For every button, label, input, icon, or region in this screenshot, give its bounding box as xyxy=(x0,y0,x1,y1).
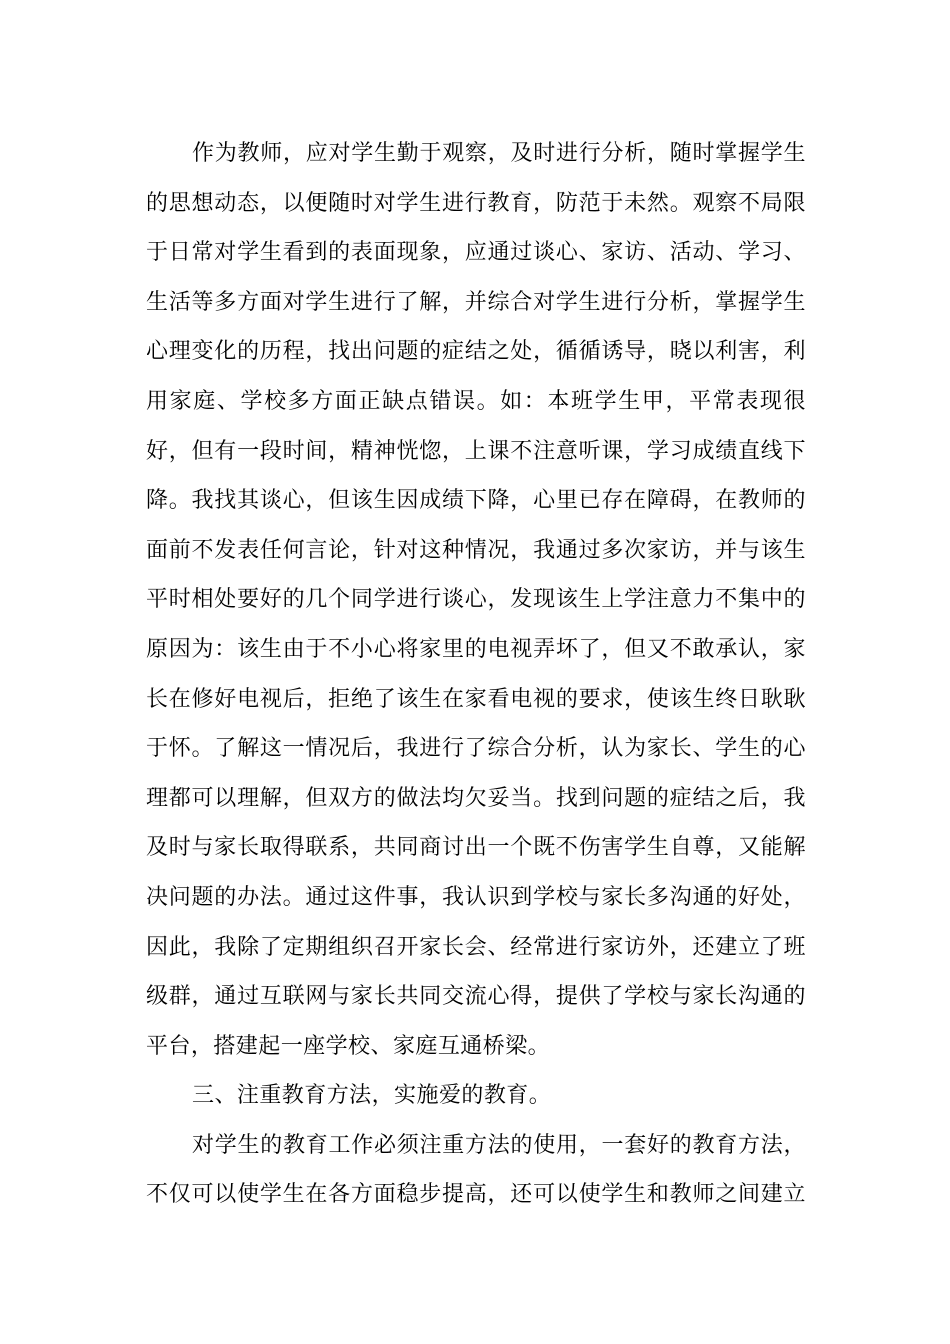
paragraph-line: 生活等多方面对学生进行了解，并综合对学生进行分析，掌握学生 xyxy=(146,289,806,315)
paragraph-line: 降。我找其谈心，但该生因成绩下降，心里已存在障碍，在教师的 xyxy=(146,488,806,514)
section-heading: 三、注重教育方法，实施爱的教育。 xyxy=(192,1083,552,1109)
paragraph-line: 理都可以理解，但双方的做法均欠妥当。找到问题的症结之后，我 xyxy=(146,785,806,811)
paragraph-line: 心理变化的历程，找出问题的症结之处，循循诱导，晓以利害，利 xyxy=(146,339,806,365)
paragraph-line: 于日常对学生看到的表面现象，应通过谈心、家访、活动、学习、 xyxy=(146,240,806,266)
paragraph-line: 原因为：该生由于不小心将家里的电视弄坏了，但又不敢承认，家 xyxy=(146,636,806,662)
paragraph-line: 用家庭、学校多方面正缺点错误。如：本班学生甲，平常表现很 xyxy=(146,388,806,414)
paragraph-line: 面前不发表任何言论，针对这种情况，我通过多次家访，并与该生 xyxy=(146,537,806,563)
paragraph-line: 的思想动态，以便随时对学生进行教育，防范于未然。观察不局限 xyxy=(146,190,806,216)
paragraph-line: 作为教师，应对学生勤于观察，及时进行分析，随时掌握学生 xyxy=(192,141,806,166)
paragraph-line: 于怀。了解这一情况后，我进行了综合分析，认为家长、学生的心 xyxy=(146,736,806,762)
paragraph-line: 平时相处要好的几个同学进行谈心，发现该生上学注意力不集中的 xyxy=(146,587,806,613)
paragraph-line: 好，但有一段时间，精神恍惚，上课不注意听课，学习成绩直线下 xyxy=(146,438,806,464)
paragraph-line: 级群，通过互联网与家长共同交流心得，提供了学校与家长沟通的 xyxy=(146,984,806,1010)
paragraph-line: 长在修好电视后，拒绝了该生在家看电视的要求，使该生终日耿耿 xyxy=(146,686,806,712)
paragraph-line: 及时与家长取得联系，共同商讨出一个既不伤害学生自尊，又能解 xyxy=(146,835,806,861)
paragraph-line: 对学生的教育工作必须注重方法的使用，一套好的教育方法， xyxy=(192,1132,806,1158)
document-body xyxy=(146,129,806,1220)
paragraph-line: 不仅可以使学生在各方面稳步提高，还可以使学生和教师之间建立 xyxy=(146,1182,806,1208)
paragraph-line: 平台，搭建起一座学校、家庭互通桥梁。 xyxy=(146,1033,551,1059)
paragraph-line: 决问题的办法。通过这件事，我认识到学校与家长多沟通的好处， xyxy=(146,884,806,910)
paragraph-line: 因此，我除了定期组织召开家长会、经常进行家访外，还建立了班 xyxy=(146,934,806,960)
